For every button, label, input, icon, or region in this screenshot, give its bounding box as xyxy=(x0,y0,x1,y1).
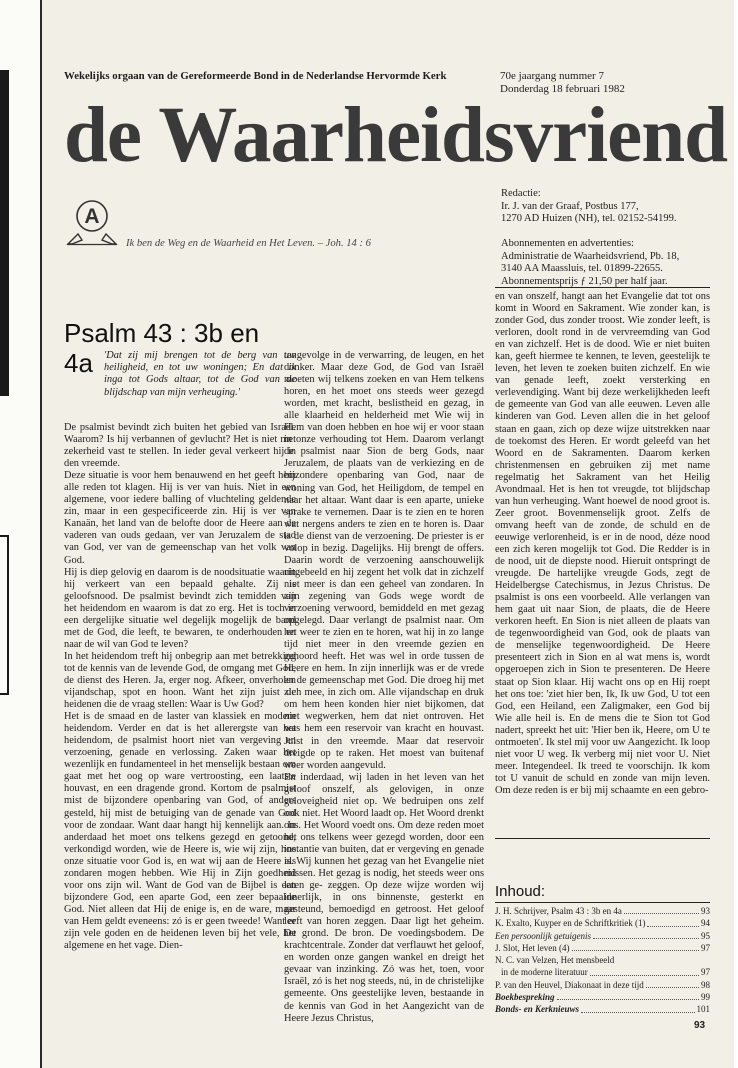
logo-emblem-icon xyxy=(64,196,120,246)
logo-letter: A xyxy=(84,205,100,228)
toc-page: 95 xyxy=(701,930,710,941)
toc-item[interactable] xyxy=(495,966,710,978)
toc-label: P. van den Heuvel, Diakonaat in deze tijd xyxy=(495,979,644,990)
article-column-2 xyxy=(284,350,484,1024)
toc-item[interactable] xyxy=(495,930,710,942)
toc-label: K. Exalto, Kuyper en de Schriftkritiek (1) xyxy=(495,918,646,929)
paragraph: En inderdaad, wij laden in het leven van het geloof onszelf, als gelovigen, in onze geloveigheid niet op. We bedruipen ons zelf ook niet. Het Woord laadt op. Het Woord drenkt ons. Het Woord voedt ons. Om deze reden moet het ons telkens weer gezegd worden, door een instantie van buiten, dat er vergeving en genade is. Wij kunnen het gezag van het Evangelie niet missen. Het gezag is nodig, het steeds weer ons laten ge- zeggen. Op deze wijze worden wij innerlijk, in ons binnenste, gesterkt en gesteund, bemoedigd en getroost. Het geloof leeft van horen zeggen. Daar ligt het geheim. De grond. De bron. De voedingsbodem. De krachtcentrale. Zonder dat verflauwt het geloof, en worden onze gangen wankel en dreigt het gevaar van inzinking. Zó was het, toen, voor Israël, zó is het nog steeds, nú, in de christelijke gemeente. Ons geestelijke leven, bestaande in de kennis van God in het Aangezicht van de Heere Jezus Christus, xyxy=(284,771,484,1024)
newspaper-subtitle: Wekelijks orgaan van de Gereformeerde Bond in de Nederlandse Hervormde Kerk xyxy=(64,70,447,82)
toc-rule xyxy=(495,902,710,903)
toc-page: 97 xyxy=(701,942,710,953)
toc-item[interactable] xyxy=(495,979,710,991)
paragraph: en van onszelf, hangt aan het Evangelie dat tot ons komt in Woord en Sakrament. Wie zonder kan, is zonder God, dus zonder troost. Wie zonder leeft, is verloren, doolt rond in de vervreemding van God en van zichzelf. Het is de dood. Wie er niet buiten kan, geeft hiermee te kennen, te leven, geestelijk te leven, het leven te zoeken buiten zichzelf. En wie van genade leeft, zoekt versterking en verlevendiging. Want bij deze werkelijkheden leeft de gemeente van God van alle eeuwen. Leven alle kinderen van God. Leven allen die in het geloof staan en gaan, zich op deze wijze uitstrekken naar de toekomst des Heren. Er wordt geleefd van het Woord en de Sakramenten. Daarom kerken christenmensen en gebruiken zij met name regelmatig het Sakrament van het Heilig Avondmaal. Het is hen tot vreugde, tot blijdschap van hun verheuging. Want hoewel de nood groot is. Zeer groot. Bovenmenselijk groot. Zelfs de omvang heeft van de zonde, de schuld en de eeuwige verlorenheid, is er in de nood, déze nood een zich keren mogelijk tot God. Die Redder is in de nood, uit de diepste nood. Hieruit ontspringt de vreugde. De hartelijke vreugde Gods, zegt de Heidelbergse Catechismus, in Jezus Christus. De psalmist is ons een voorbeeld. Alle verlangen van hem gaat uit naar Sion, de plaats, die de Heere verkoren heeft. En Sion is niet alleen de plaats van de tegenwoordigheid van God, ook de plaats van de menselijke tegenwoordigheid. De Heere presenteert zich in Sion en al wat mens is, wordt opgeroepen zich in Sion te presenteren. De Heere staat op Sion klaar. Hij wacht ons op en Hij roept het ons toe: 'ziet hier ben, Ik, Ik uw God, U tot een God, een Heiland, een Zaligmaker, een God bij Wie alle heil is. En de mens die te Sion tot God nadert, spreekt het uit: 'Hier ben ik, Heere, om U te ontmoeten'. Ik stel mij voor uw Aangezicht. Ik loop niet voor U weg. Ik verberg mij niet voor U. Niet meer. Integendeel. Ik treed te voorschijn. Ik kom tot U vanuit de schuld en zonde van mijn leven. Om deze reden is er bij mij schaamte en een gebro- xyxy=(495,291,710,796)
article-column-1 xyxy=(64,422,296,1007)
toc-label: Een persoonlijk getuigenis xyxy=(495,930,591,941)
article-column-3 xyxy=(495,291,710,836)
paragraph: Het is de smaad en de laster van klassiek en modern heidendom. Verder en dat is het allerergste van het heidendom, de psalmist hoort niet van vergeving en verzoening, genade en verlossing. Zaken waar het wezenlijk en fundamenteel in het menselijk bestaan om gaat met het oog op ware vertroosting, een laatste houvast, en een dragende grond. Kortom de psalmist mist de bijzondere openbaring van God, of anders gesteld, hij mist de betuiging van de genade van God voor de zondaar. Want daar hangt hij kennelijk aan. In anderdaad het moet ons telkens gezegd en getoond, verkondigd worden, wie de Heere is, wie wij zijn, hoe onze situatie voor God is, en wat wij aan de Heere als zondaren mogen hebben. Wie Hij in Zijn goedheid voor ons zijn wil. Want de God van de Bijbel is een bijzondere God, een aparte God, een zeer bepaalde God. Niet alleen dat Hij de enige is, en de ware, maar van Hem geldt eveneens: zó is er geen tweede! Want er zijn vele goden en de heidenen leven bij het vele, het algemene en het vage. Dien- xyxy=(64,711,296,952)
motto: Ik ben de Weg en de Waarheid en Het Leven. – Joh. 14 : 6 xyxy=(126,238,371,249)
masthead-title: de Waarheidsvriend xyxy=(64,92,728,179)
abonnementen-line: Abonnementsprijs ƒ 21,50 per half jaar. xyxy=(501,275,668,287)
toc-item[interactable] xyxy=(495,942,710,954)
issue-date: Donderdag 18 februari 1982 xyxy=(500,83,625,95)
toc-label: J. H. Schrijver, Psalm 43 : 3b en 4a xyxy=(495,906,622,916)
column-rule xyxy=(495,287,710,288)
volume-issue: 70e jaargang nummer 7 xyxy=(500,70,604,82)
toc-page: 94 xyxy=(701,918,710,929)
toc-item[interactable] xyxy=(495,954,710,966)
redactie-line: Ir. J. van der Graaf, Postbus 177, xyxy=(501,200,639,212)
redactie-line: Redactie: xyxy=(501,188,541,199)
redactie-block xyxy=(501,188,716,226)
paragraph: In het heidendom treft hij onbegrip aan met betrekking tot de kennis van de levende God, de omgang met God, de dienst des Heren. Ja, erger nog. Afkeer, onverholen vijandschap, spot en hoon. Want het zijn juist de heidenen die de vraag stellen: Waar is Uw God? xyxy=(64,650,296,711)
binding-bracket xyxy=(0,535,9,695)
toc-page: 99 xyxy=(701,992,710,1003)
scan-edge xyxy=(734,0,738,1068)
toc-item[interactable] xyxy=(495,991,710,1003)
toc-label: J. Slot, Het leven (4) xyxy=(495,942,570,953)
toc-page: 93 xyxy=(701,906,710,916)
toc-label: N. C. van Velzen, Het mensbeeld xyxy=(495,955,615,966)
table-of-contents xyxy=(495,905,710,1016)
toc-label: Bonds- en Kerknieuws xyxy=(495,1004,580,1015)
page-number: 93 xyxy=(694,1020,706,1031)
toc-label: in de moderne literatuur xyxy=(501,967,588,978)
paragraph: De psalmist bevindt zich buiten het gebied van Israël. Waarom? Is hij verbannen of gevlucht? Het is niet met zekerheid vast te stellen. In ieder geval verkeert hij in den vreemde. xyxy=(64,422,296,470)
article-title: Psalm 43 : 3b en 4a xyxy=(64,318,260,378)
toc-page: 101 xyxy=(696,1004,710,1015)
paragraph: tengevolge in de verwarring, de leugen, en het donker. Maar deze God, de God van Israël moeten wij telkens zoeken en van Hem telkens horen, en het moet ons steeds weer gezegd worden, met kracht, beslistheid en gezag, in alle klaarheid en helderheid met Wie wij in Hem van doen hebben en hoe wij er voor staan in onze verhouding tot Hem. Daarom verlangt de psalmist naar Sion de berg Gods, naar Jeruzalem, de plaats van de verkiezing en de bijzondere openbaring van God, naar de woning van God, het Heiligdom, de tempel en naar het altaar. Want daar is een aparte, unieke sprake te vernemen. Daar is te zien en te horen wat nergens anders te zien en te horen is. Daar is de dienst van de verzoening. De priester is er volop in bezig. Dagelijks. Hij brengt de offers. Daarin wordt de verzoening aanschouwelijk uitgebeeld en hij zegent het volk dat in zichzelf niet meer is dan een geheel van zondaren. In zijn zegening van Gods wege wordt de verzoening verwoord, bemiddeld en met gezag opgelegd. Daar verlangt de psalmist naar. Om het weer te zien en te horen, wat hij in zo lange tijd niet meer in den vreemde gezien en gehoord heeft. Het was wel in orde tussen de Heere en hem. In zijn innerlijk was er de vrede en de gemeenschap met God. Die droeg hij met zich mee, in zich om. Alle vijandschap en druk om hem heen konden hier niet bijkomen, dat niet wegwerken, hem dat niet ontroven. Het was hem een reservoir van kracht en houvast. Juist in den vreemde. Maar dat reservoir dreigde op te raken. Het moest van buitenaf weer worden aangevuld. xyxy=(284,350,484,771)
toc-item[interactable] xyxy=(495,905,710,917)
toc-item[interactable] xyxy=(495,917,710,929)
logo xyxy=(64,196,120,246)
paragraph: Deze situatie is voor hem benauwend en het geeft hem alle reden tot klagen. Hij is ver van huis. Niet in een algemene, voor iedere balling of vluchteling geldende zin, maar in een gespecificeerde zin. Hij is ver van Kanaän, het land van de belofte door de Heere aan de vaderen van ouds gedaan, ver van Jeruzalem de stad van God, ver van de gemeenschap van het volk van God. xyxy=(64,470,296,566)
toc-title: Inhoud: xyxy=(495,883,546,900)
abonnementen-line: Abonnementen en advertenties: xyxy=(501,238,634,249)
abonnementen-line: 3140 AA Maassluis, tel. 01899-22655. xyxy=(501,263,663,275)
redactie-line: 1270 AD Huizen (NH), tel. 02152-54199. xyxy=(501,213,677,225)
toc-label: Boekbespreking xyxy=(495,992,555,1003)
toc-page: 98 xyxy=(701,979,710,990)
article-quote: 'Dat zij mij brengen tot de berg van uw heiligheid, en tot uw woningen; En dat ik inga tot Gods altaar, tot de God van de blijdschap van mijn verheuging.' xyxy=(104,350,296,398)
paragraph: Hij is diep gelovig en daarom is de noodsituatie waarin hij verkeert van een bepaald gehalte. Zij is geloofsnood. De psalmist bevindt zich temidden van het heidendom en waarom is dat zo erg. Het is toch in een dergelijke situatie wel degelijk mogelijk de band met de God, die leeft, te bewaren, te onderhouden en naar de wil van God te leven? xyxy=(64,566,296,650)
abonnementen-block xyxy=(501,238,716,288)
abonnementen-line: Administratie de Waarheidsvriend, Pb. 18, xyxy=(501,250,680,262)
toc-page: 97 xyxy=(701,967,710,978)
column-rule xyxy=(495,838,710,839)
binding-bar xyxy=(0,70,9,396)
toc-item[interactable] xyxy=(495,1003,710,1015)
